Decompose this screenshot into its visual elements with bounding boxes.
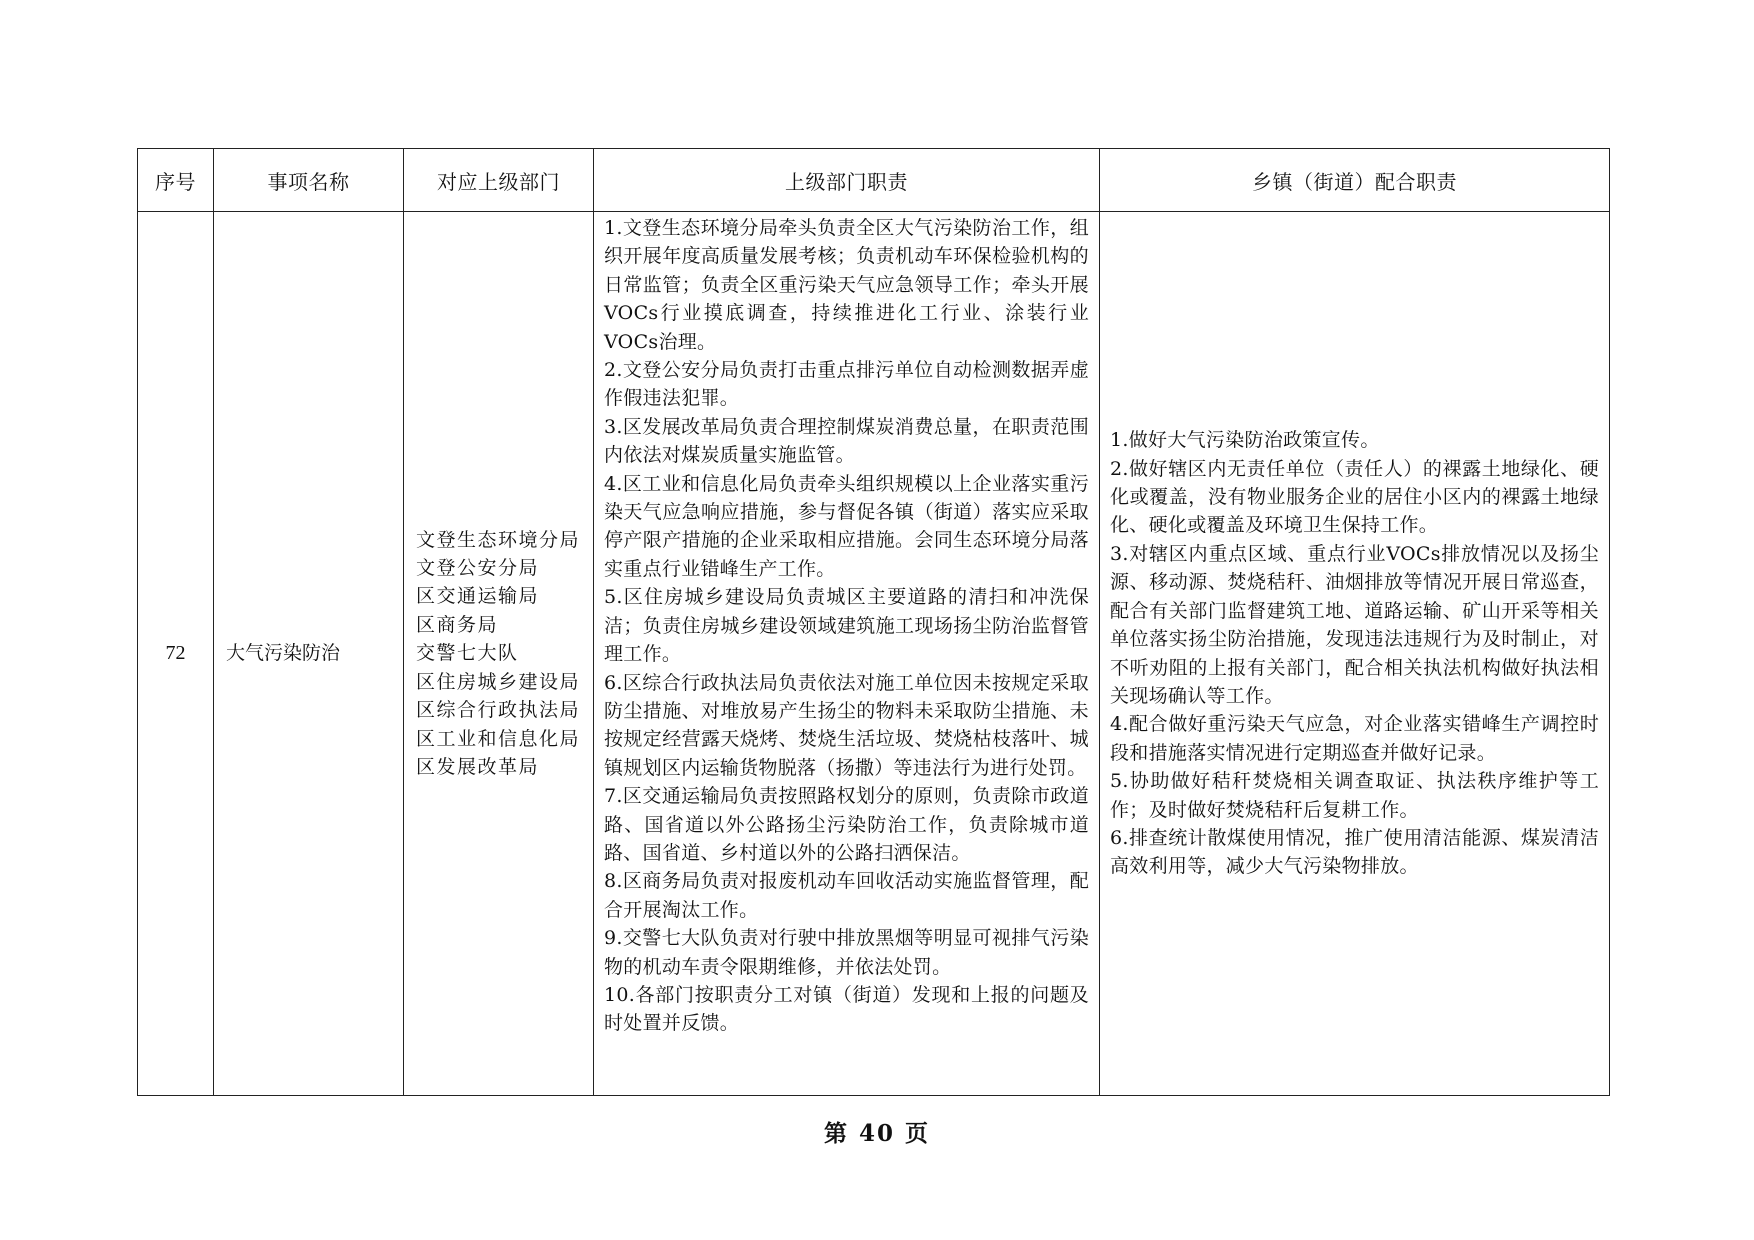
row-depts-cell bbox=[404, 212, 594, 1096]
duty-item: 7.区交通运输局负责按照路权划分的原则，负责除市政道路、国省道以外公路扬尘污染防治工作，负责除城市道路、国省道、乡村道以外的公路扫洒保洁。 bbox=[604, 785, 1089, 864]
duty-item: 8.区商务局负责对报废机动车回收活动实施监督管理，配合开展淘汰工作。 bbox=[604, 870, 1089, 921]
row-item-name: 大气污染防治 bbox=[226, 642, 341, 665]
coop-duty-item: 5.协助做好秸秆焚烧相关调查取证、执法秩序维护等工作；及时做好焚烧秸秆后复耕工作。 bbox=[1110, 770, 1599, 821]
coop-duty-item: 3.对辖区内重点区域、重点行业VOCs排放情况以及扬尘源、移动源、焚烧秸秆、油烟排放等情况开展日常巡查，配合有关部门监督建筑工地、道路运输、矿山开采等相关单位落实扬尘防治措施，发现违法违规行为及时制止，对不听劝阻的上报有关部门，配合相关执法机构做好执法相关现场确认等工作。 bbox=[1110, 542, 1599, 707]
duty-item: 2.文登公安分局负责打击重点排污单位自动检测数据弄虚作假违法犯罪。 bbox=[604, 359, 1089, 410]
dept-item: 区工业和信息化局 bbox=[416, 727, 581, 750]
page-number: 第 40 页 bbox=[823, 1120, 931, 1147]
table-row bbox=[138, 212, 1610, 1096]
coop-duty-item: 1.做好大气污染防治政策宣传。 bbox=[1110, 429, 1380, 452]
coop-duty-item: 2.做好辖区内无责任单位（责任人）的裸露土地绿化、硬化或覆盖，没有物业服务企业的居住小区内的裸露土地绿化、硬化或覆盖及环境卫生保持工作。 bbox=[1110, 457, 1599, 537]
duty-item: 10.各部门按职责分工对镇（街道）发现和上报的问题及时处置并反馈。 bbox=[604, 983, 1089, 1035]
duty-item: 3.区发展改革局负责合理控制煤炭消费总量，在职责范围内依法对煤炭质量实施监管。 bbox=[604, 415, 1089, 467]
duty-item: 1.文登生态环境分局牵头负责全区大气污染防治工作，组织开展年度高质量发展考核；负责机动车环保检验机构的日常监管；负责全区重污染天气应急领导工作；牵头开展VOCs行业摸底调查，持续推进化工行业、涂装行业VOCs治理。 bbox=[604, 217, 1089, 353]
header-superior-duties: 上级部门职责 bbox=[594, 149, 1100, 212]
dept-item: 文登公安分局 bbox=[416, 557, 540, 580]
row-coop-cell bbox=[1100, 212, 1610, 1096]
duty-item: 9.交警七大队负责对行驶中排放黑烟等明显可视排气污染物的机动车责令限期维修，并依法处罚。 bbox=[604, 927, 1089, 978]
duty-item: 4.区工业和信息化局负责牵头组织规模以上企业落实重污染天气应急响应措施，参与督促各镇（街道）落实应采取停产限产措施的企业采取相应措施。会同生态环境分局落实重点行业错峰生产工作。 bbox=[604, 472, 1089, 580]
row-seq: 72 bbox=[138, 212, 214, 1096]
dept-item: 交警七大队 bbox=[416, 642, 519, 665]
dept-item: 区商务局 bbox=[416, 613, 499, 636]
duty-item: 5.区住房城乡建设局负责城区主要道路的清扫和冲洗保洁；负责住房城乡建设领域建筑施工现场扬尘防治监督管理工作。 bbox=[604, 586, 1089, 666]
row-duties-cell bbox=[594, 212, 1100, 1096]
dept-item: 文登生态环境分局 bbox=[416, 528, 581, 551]
dept-item: 区发展改革局 bbox=[416, 755, 540, 778]
header-superior-dept: 对应上级部门 bbox=[404, 149, 594, 212]
table-header-row bbox=[138, 149, 1610, 212]
row-item-name-cell bbox=[214, 212, 404, 1096]
dept-item: 区交通运输局 bbox=[416, 585, 540, 608]
duty-table bbox=[137, 148, 1610, 1096]
coop-duties-list bbox=[1100, 426, 1609, 881]
dept-list bbox=[404, 526, 593, 782]
header-item-name: 事项名称 bbox=[214, 149, 404, 212]
coop-duty-item: 6.排查统计散煤使用情况，推广使用清洁能源、煤炭清洁高效利用等，减少大气污染物排放。 bbox=[1110, 826, 1599, 878]
dept-item: 区综合行政执法局 bbox=[416, 699, 581, 722]
duty-item: 6.区综合行政执法局负责依法对施工单位因未按规定采取防尘措施、对堆放易产生扬尘的物料未采取防尘措施、未按规定经营露天烧烤、焚烧生活垃圾、焚烧枯枝落叶、城镇规划区内运输货物脱落（扬撒）等违法行为进行处罚。 bbox=[604, 671, 1089, 779]
dept-item: 区住房城乡建设局 bbox=[416, 670, 581, 693]
header-seq: 序号 bbox=[138, 149, 214, 212]
header-township-duties: 乡镇（街道）配合职责 bbox=[1100, 149, 1610, 212]
coop-duty-item: 4.配合做好重污染天气应急，对企业落实错峰生产调控时段和措施落实情况进行定期巡查并做好记录。 bbox=[1110, 713, 1599, 764]
duties-list bbox=[594, 212, 1099, 1038]
